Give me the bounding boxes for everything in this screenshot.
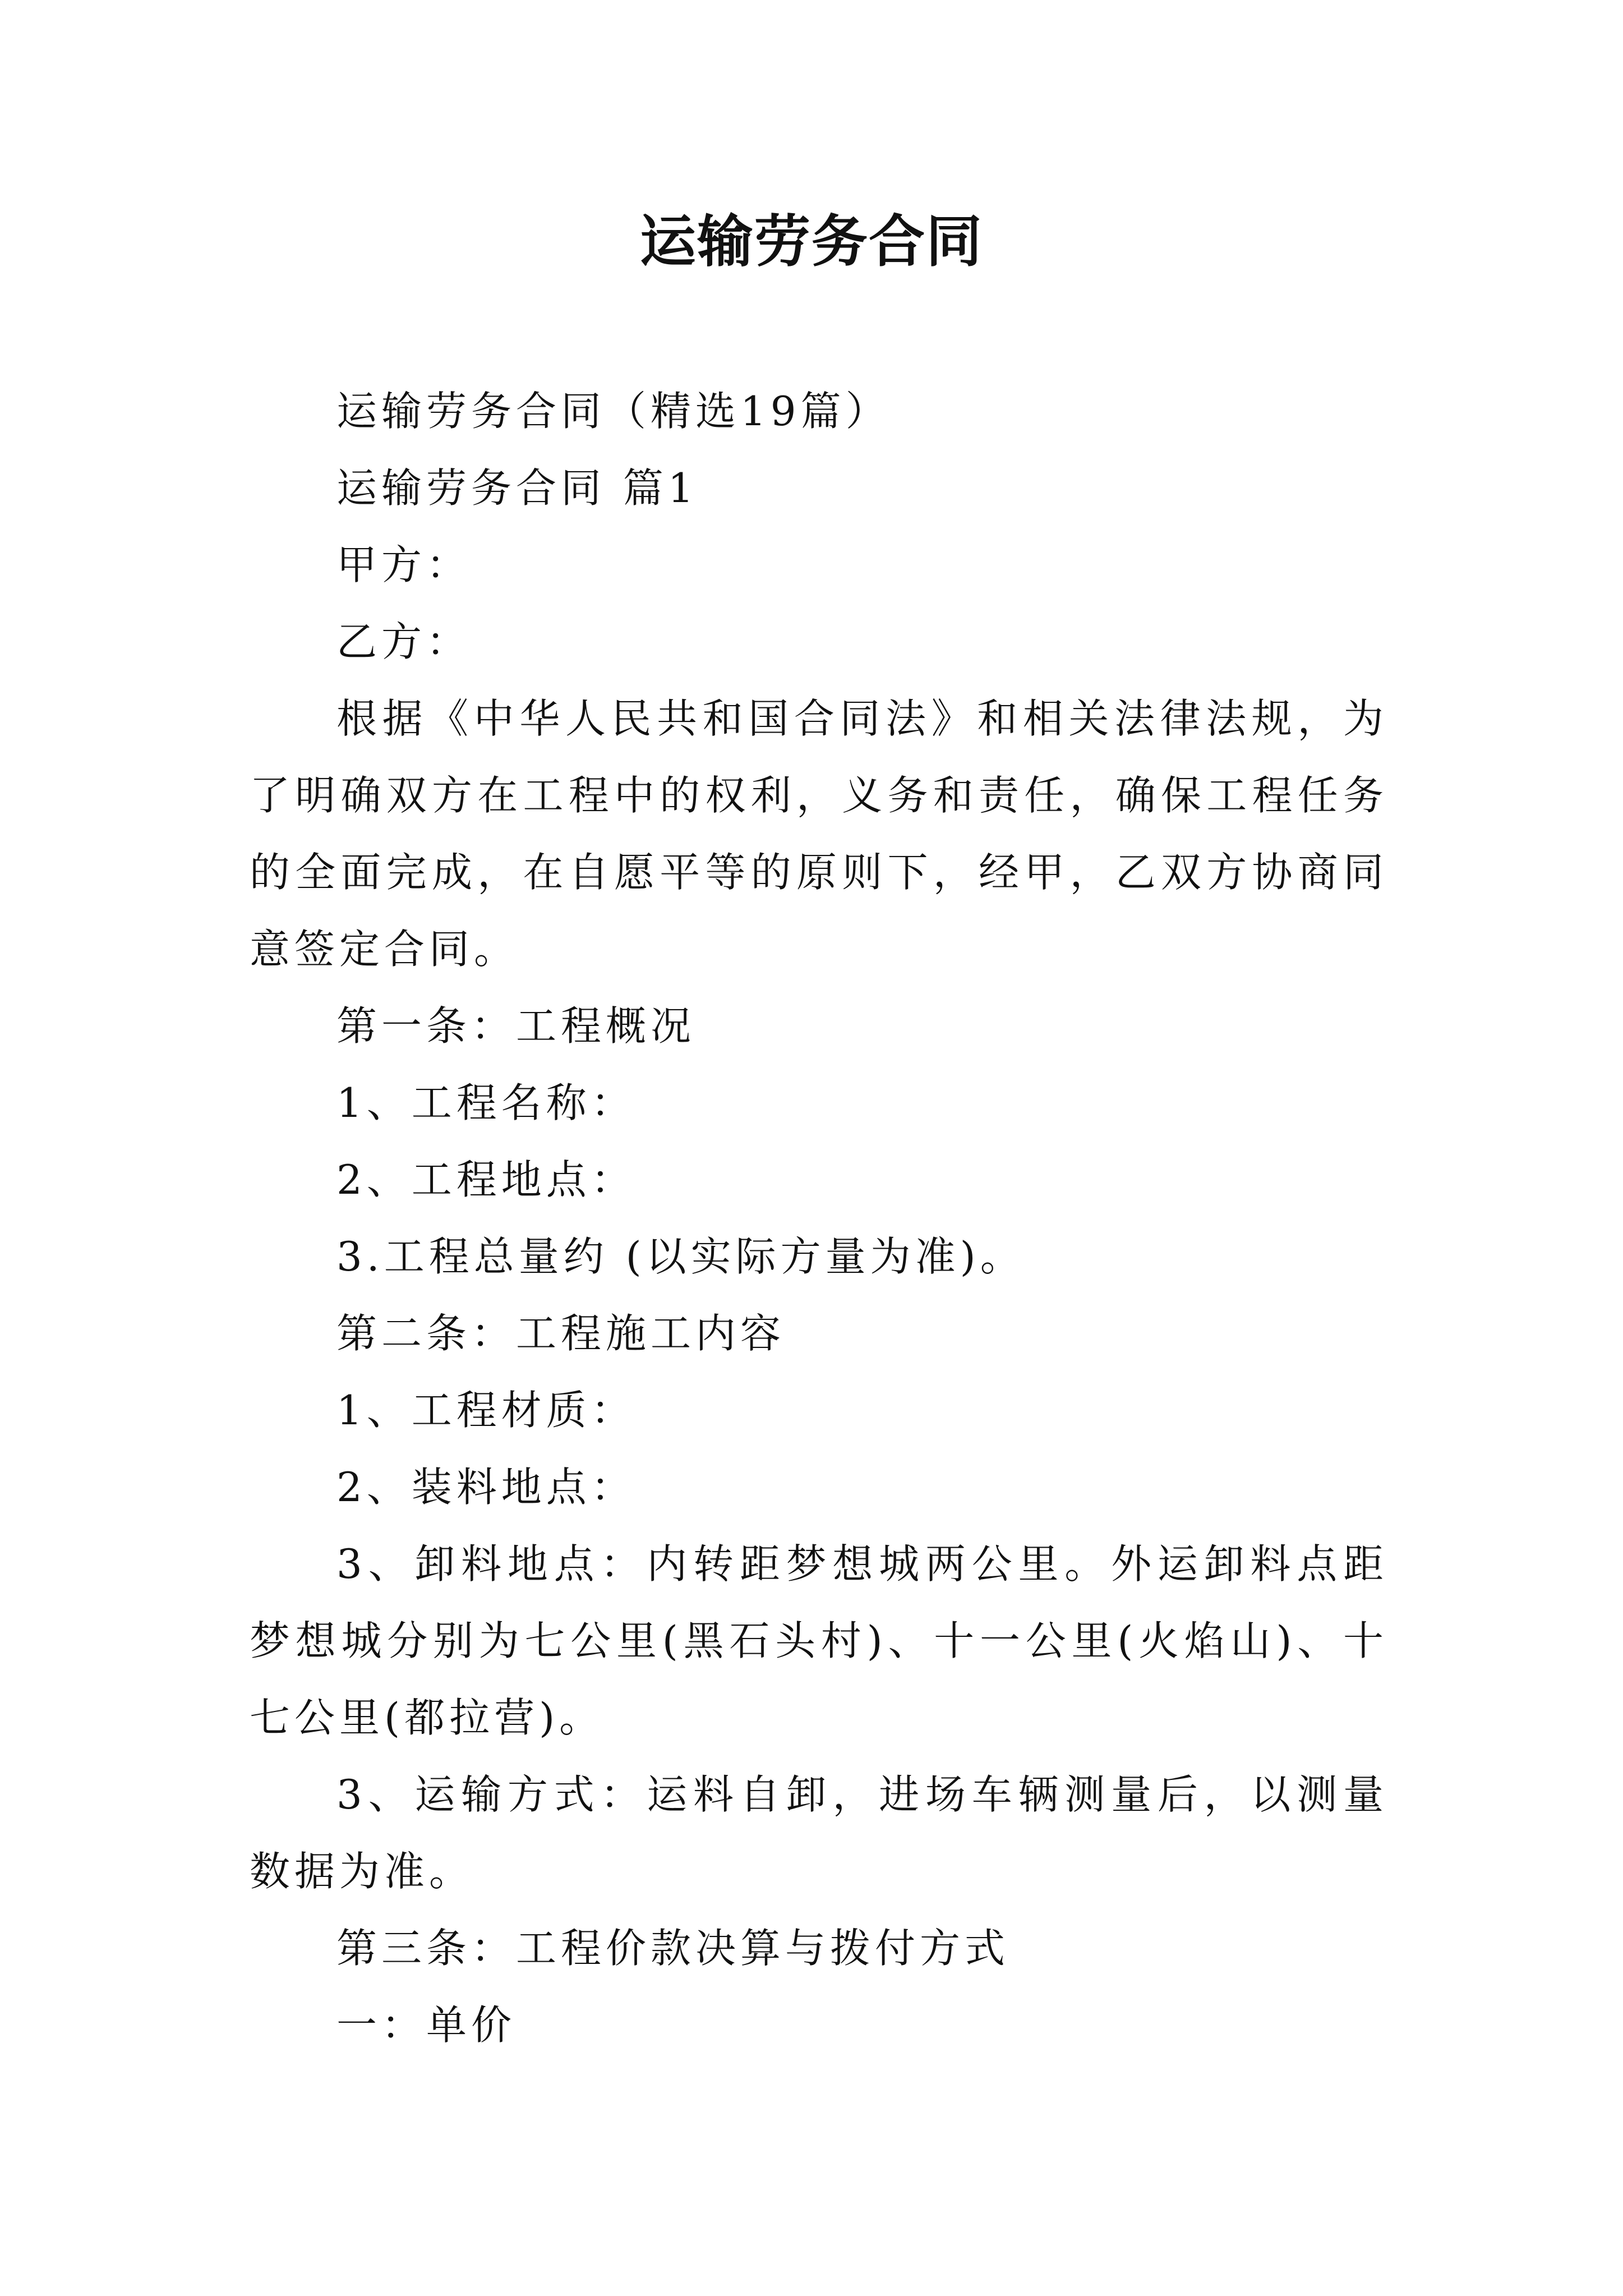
paragraph-project-volume: 3.工程总量约 (以实际方量为准)。 (336, 1233, 1025, 1280)
paragraph-subtitle: 运输劳务合同（精选19篇） (336, 388, 891, 435)
paragraph-unloading-site: 3、卸料地点：内转距梦想城两公里。外运卸料点距梦想城分别为七公里(黑石头村)、十一公里(火焰山)、十七公里(都拉营)。 (250, 1540, 1388, 1741)
paragraph-loading-site: 2、装料地点： (336, 1464, 636, 1511)
paragraph-article-2: 第二条：工程施工内容 (336, 1310, 786, 1357)
paragraph-project-name: 1、工程名称： (336, 1079, 636, 1126)
paragraph-article-1: 第一条：工程概况 (336, 1002, 696, 1050)
paragraph-party-a: 甲方： (336, 541, 472, 588)
paragraph-party-b: 乙方： (336, 618, 472, 665)
paragraph-project-location: 2、工程地点： (336, 1156, 636, 1203)
document-title: 运输劳务合同 (640, 208, 983, 274)
paragraph-preamble: 根据《中华人民共和国合同法》和相关法律法规，为了明确双方在工程中的权利，义务和责任，确保工程任务的全面完成，在自愿平等的原则下，经甲，乙双方协商同意签定合同。 (250, 695, 1388, 973)
paragraph-unit-price: 一：单价 (336, 2001, 517, 2049)
paragraph-article-3: 第三条：工程价款决算与拨付方式 (336, 1925, 1010, 1972)
paragraph-material: 1、工程材质： (336, 1387, 636, 1434)
document-body (250, 373, 1388, 2064)
paragraph-section-heading: 运输劳务合同 篇1 (336, 464, 698, 512)
paragraph-transport-method: 3、运输方式：运料自卸，进场车辆测量后，以测量数据为准。 (250, 1771, 1388, 1895)
